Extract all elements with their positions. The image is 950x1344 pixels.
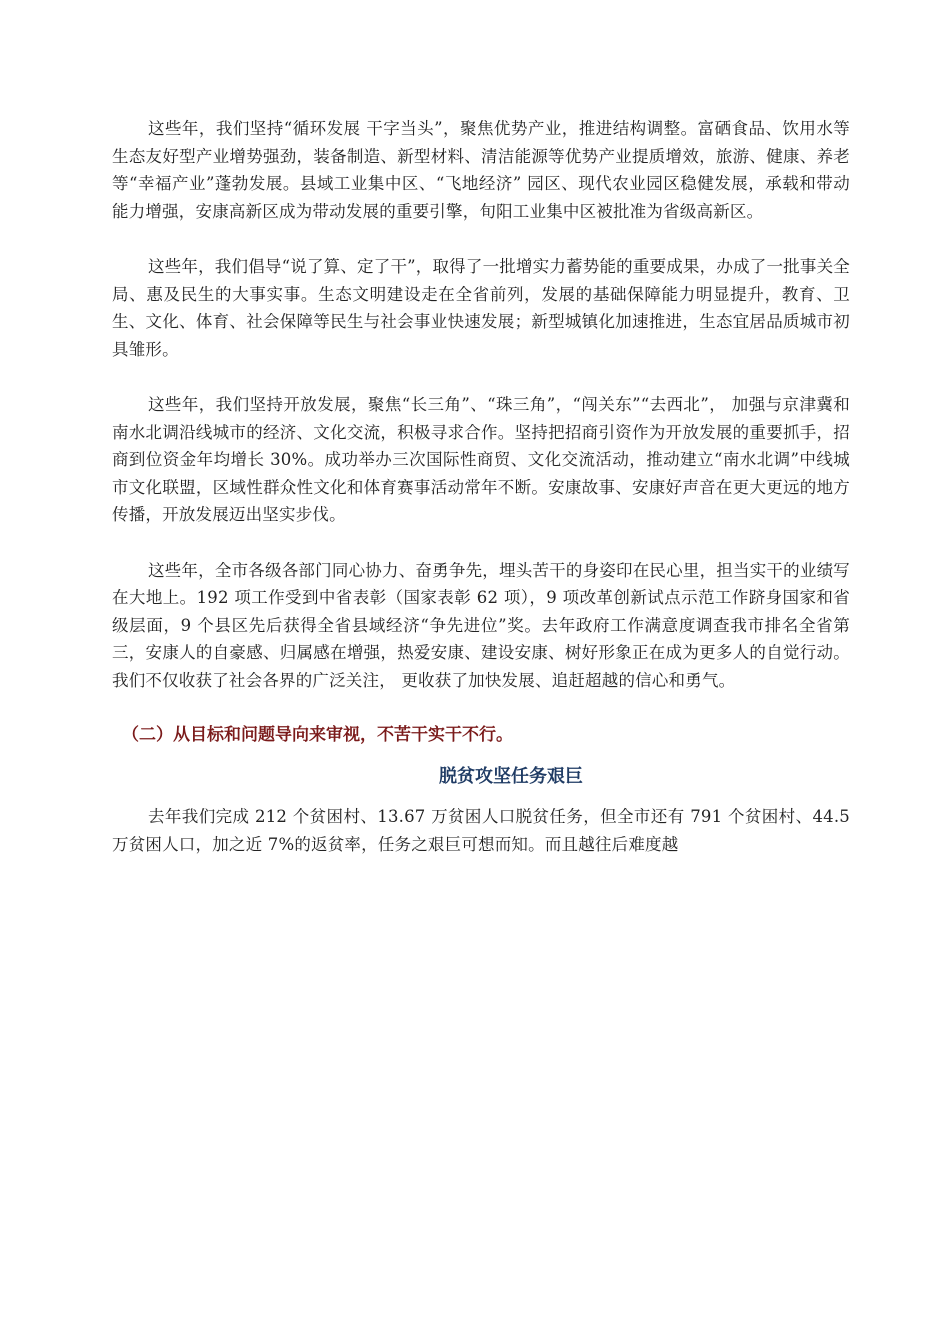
paragraph-open-development: 这些年，我们坚持开放发展，聚焦“长三角”、“珠三角”，“闯关东”“去西北”， 加强与京津冀和南水北调沿线城市的经济、文化交流，积极寻求合作。坚持把招商引资作为开放发展的重要抓手，招商到位资金年均增长 30%。成功举办三次国际性商贸、文化交流活动，推动建立“南水北调”中线城市文化联盟，区域性群众性文化和体育赛事活动常年不断。安康故事、安康好声音在更大更远的地方传播，开放发展迈出坚实步伐。 [112, 395, 850, 524]
paragraph-say-and-do: 这些年，我们倡导“说了算、定了干”，取得了一批增实力蓄势能的重要成果，办成了一批事关全局、惠及民生的大事实事。生态文明建设走在全省前列，发展的基础保障能力明显提升，教育、卫生、文化、体育、社会保障等民生与社会事业快速发展；新型城镇化加速推进，生态宜居品质城市初具雏形。 [112, 257, 850, 359]
paragraph-circular-development: 这些年，我们坚持“循环发展 干字当头”，聚焦优势产业，推进结构调整。富硒食品、饮用水等生态友好型产业增势强劲，装备制造、新型材料、清洁能源等优势产业提质增效，旅游、健康、养老等“幸福产业”蓬勃发展。县域工业集中区、“飞地经济” 园区、现代农业园区稳健发展，承载和带动能力增强，安康高新区成为带动发展的重要引擎，旬阳工业集中区被批准为省级高新区。 [112, 119, 850, 221]
sub-heading: 脱贫攻坚任务艰巨 [439, 766, 583, 787]
section-heading: （二）从目标和问题导向来审视，不苦干实干不行。 [122, 725, 513, 745]
paragraph-poverty-alleviation: 去年我们完成 212 个贫困村、13.67 万贫困人口脱贫任务，但全市还有 791 个贫困村、44.5 万贫困人口，加之近 7%的返贫率，任务之艰巨可想而知。而且越往后难度越 [112, 807, 850, 854]
document-page [112, 115, 850, 858]
paragraph-achievements: 这些年，全市各级各部门同心协力、奋勇争先，埋头苦干的身姿印在民心里，担当实干的业绩写在大地上。192 项工作受到中省表彰（国家表彰 62 项），9 项改革创新试点示范工作跻身国家和省级层面，9 个县区先后获得全省县域经济“争先进位”奖。去年政府工作满意度调查我市排名全省第三，安康人的自豪感、归属感在增强，热爱安康、建设安康、树好形象正在成为更多人的自觉行动。我们不仅收获了社会各界的广泛关注， 更收获了加快发展、追赶超越的信心和勇气。 [112, 560, 850, 690]
